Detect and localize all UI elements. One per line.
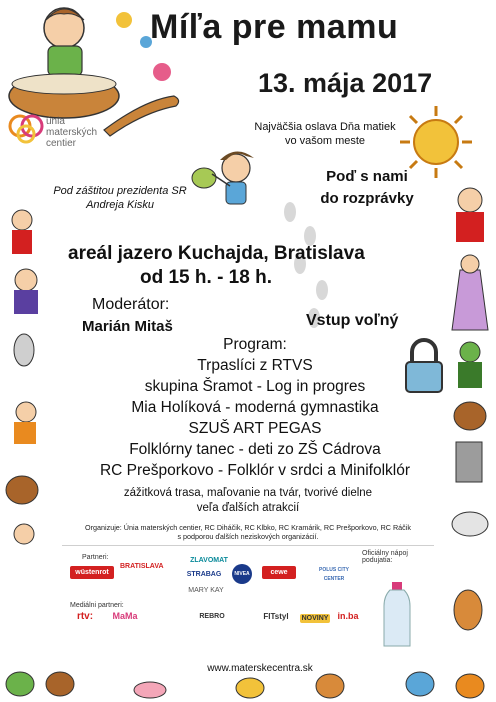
moderator-label: Moderátor: [92, 296, 170, 313]
moderator-name: Marián Mitaš [82, 318, 173, 335]
partner-logo[interactable]: MARY KAY [188, 587, 224, 594]
partner-logo[interactable]: MaMa [112, 611, 138, 621]
water-bottle-icon [380, 580, 414, 650]
official-drink-label [362, 550, 432, 564]
tagline-line-1: Najväčšia oslava Dňa matiek [254, 121, 396, 133]
program-item: RC Prešporkovo - Folklór v srdci a Minifolklór [99, 462, 411, 479]
partner-logo[interactable]: REBRO [199, 613, 225, 620]
partner-logo[interactable]: POLUS CITY CENTER [318, 567, 349, 582]
partner-logo[interactable]: BRATISLAVA [120, 563, 164, 570]
organizers-line-1: Organizuje: Únia materských centier, RC Diháčik, RC Klbko, RC Kramárik, RC Prešporkovo, RC Ráčik [85, 523, 411, 532]
left-fairytale-characters [0, 200, 58, 550]
event-title: Míľa pre mamu [150, 8, 399, 46]
union-logo-icon [8, 112, 48, 146]
partner-logo[interactable]: NIVEA [232, 564, 252, 584]
partners-label: Partneri: [82, 554, 109, 561]
drink-label-line-1: Oficiálny nápoj [362, 550, 408, 557]
organizers-line-2: s podporou ďalších neziskových organizácií. [177, 532, 319, 541]
event-venue: areál jazero Kuchajda, Bratislava [68, 243, 365, 264]
partner-logo[interactable]: ZLAVOMAT [190, 557, 228, 564]
tagline [240, 120, 410, 148]
event-date: 13. mája 2017 [258, 68, 433, 98]
media-partners-label: Mediálni partneri: [70, 602, 124, 609]
program-item: Mia Holíková - moderná gymnastika [131, 399, 379, 416]
come-with-us-line-2: do rozprávky [320, 190, 414, 207]
footprints-decoration [270, 200, 350, 330]
website-link[interactable]: www.materskecentra.sk [207, 663, 313, 674]
partner-logo[interactable]: wüstenrot [70, 566, 114, 579]
drink-label-line-2: podujatia: [362, 557, 393, 564]
partner-logo[interactable]: in.ba [337, 611, 359, 621]
extras-line-2: veľa ďalších atrakcií [196, 502, 300, 514]
patron-line-1: Pod záštitou prezidenta SR [53, 185, 187, 197]
come-with-us-line-1: Poď s nami [326, 168, 408, 185]
program-item: skupina Šramot - Log in progres [144, 378, 366, 395]
program-item: Folklórny tanec - deti zo ZŠ Cádrova [129, 441, 381, 458]
partner-logo[interactable]: NOVINY [301, 615, 329, 622]
patronage-text [36, 184, 204, 212]
partner-logo[interactable]: rtv: [76, 611, 94, 622]
patron-line-2: Andreja Kisku [86, 199, 154, 211]
extras-line-1: zážitková trasa, maľovanie na tvár, tvorivé dielne [123, 487, 373, 499]
program-item: Trpaslíci z RTVS [197, 357, 313, 374]
union-logo-text [46, 116, 97, 149]
union-line-2: materských [46, 127, 98, 138]
come-with-us-heading [302, 166, 432, 210]
partner-logo[interactable]: STRABAG [186, 571, 222, 578]
extras-text [80, 486, 416, 516]
organizers-text [62, 523, 434, 541]
union-line-3: centier [46, 138, 77, 149]
tagline-line-2: vo vašom meste [284, 135, 366, 147]
program-list [60, 334, 450, 481]
partner-logo[interactable]: cewe [262, 566, 296, 579]
partners-panel [62, 545, 434, 661]
program-item: SZUŠ ART PEGAS [188, 420, 322, 437]
event-time: od 15 h. - 18 h. [140, 267, 272, 288]
partner-logo[interactable]: FITstyl [263, 612, 289, 621]
free-entry-text: Vstup voľný [306, 312, 399, 329]
program-label: Program: [223, 336, 287, 353]
union-line-1: únia [46, 116, 65, 127]
